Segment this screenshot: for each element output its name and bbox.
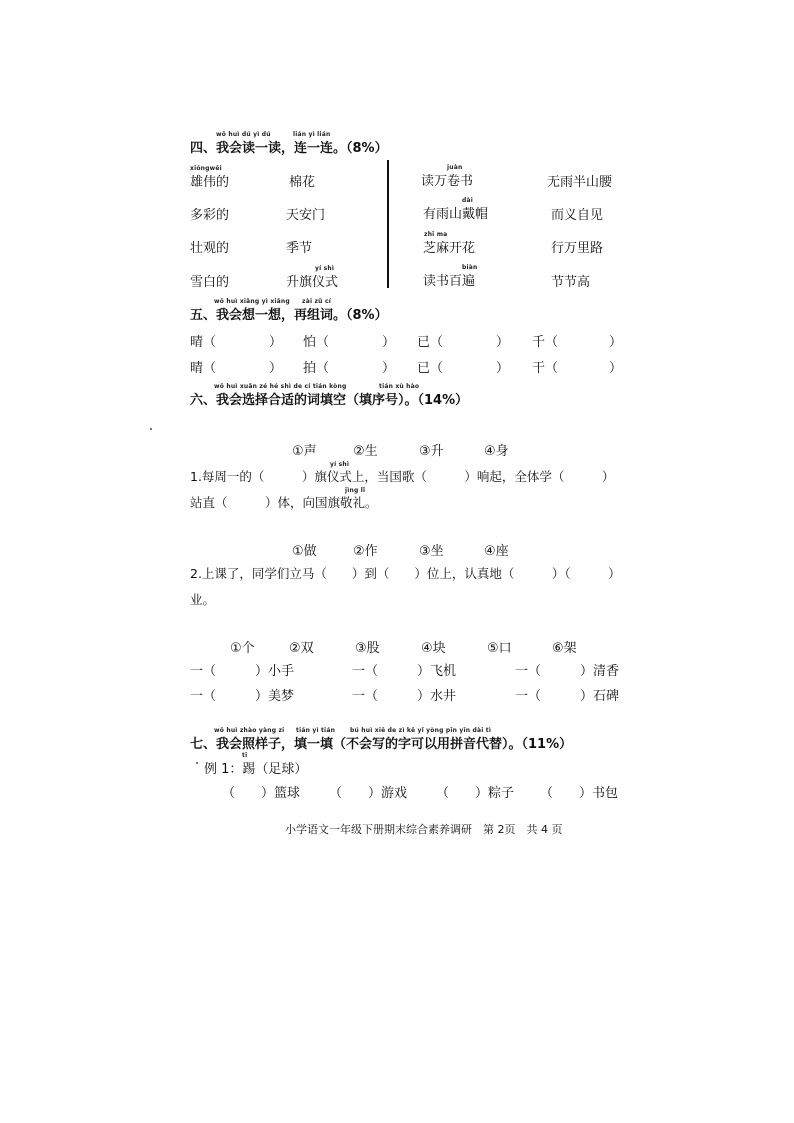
s6-option: ②双 [289,641,314,656]
s5-item: 怕（ [303,335,330,350]
s6-option: ③股 [355,641,380,656]
s6-option: ④身 [484,444,509,459]
s6-q2-line2: 业。 [190,592,216,607]
s6-option: ②作 [353,544,378,559]
s4-right-word: 读万卷书 [421,174,474,189]
s6-q1-line1: 1.每周一的（ ）旗仪式上，当国歌（ ）响起，全体学（ ） [190,469,615,484]
s5-item: 已（ [417,335,444,350]
s6-option: ①个 [230,641,255,656]
s4-left-word: 多彩的 [190,208,230,223]
s4-right-pinyin: biàn [462,264,478,271]
s5-item: 已（ [417,361,444,376]
s6-option: ①做 [292,544,317,559]
s4-title: 四、我会读一读，连一连。（8%） [190,141,388,156]
s4-left-word: 雪白的 [190,275,230,290]
s6-option: ⑥架 [552,641,577,656]
s6-option: ④座 [484,544,509,559]
s6-option: ⑤口 [487,641,512,656]
s5-close-paren: ） [382,335,396,350]
s6-measure-item: 一（ ）石碑 [515,689,620,704]
s7-pinyin-b: tián yì tián [296,727,336,734]
s5-pinyin-a: wǒ huì xiǎng yì xiǎng [214,298,290,305]
s5-pinyin-b: zài zǔ cí [302,298,331,305]
s5-close-paren: ） [269,361,283,376]
s4-mid-pinyin: yí shì [315,265,335,272]
s6-pinyin-b: tián xù hào [379,383,420,390]
s6-q1-pinyin: jìng lǐ [345,487,366,494]
s7-item: （ ）书包 [540,786,619,801]
s5-item: 拍（ [303,361,330,376]
s4-far-right-word: 节节高 [551,275,591,290]
s6-measure-item: 一（ ）美梦 [190,689,295,704]
scan-speck [196,762,198,764]
s4-far-right-word: 无雨半山腰 [547,175,613,190]
s6-pinyin-a: wǒ huì xuǎn zé hé shì de cí tián kòng [214,383,347,390]
s7-item: （ ）粽子 [436,786,515,801]
s6-q2-line1: 2.上课了，同学们立马（ ）到（ ）位上，认真地（ ）（ ） [190,566,621,581]
s4-pinyin-b: lián yì lián [293,131,331,138]
s4-pinyin-a: wǒ huì dú yì dú [216,131,271,138]
s5-close-paren: ） [496,335,510,350]
s4-mid-word: 棉花 [289,175,316,190]
s4-right-word: 读书百遍 [423,274,476,289]
s6-measure-item: 一（ ）水井 [352,689,457,704]
s6-title: 六、我会选择合适的词填空（填序号）。（14%） [190,393,469,408]
s5-item: 千（ [532,335,559,350]
s4-right-word: 芝麻开花 [423,241,476,256]
s5-item: 干（ [532,361,559,376]
s4-far-right-word: 而义自见 [551,208,604,223]
s5-item: 晴（ [190,335,217,350]
s6-option: ③升 [419,444,444,459]
s7-title: 七、我会照样子，填一填（不会写的字可以用拼音代替）。（11%） [190,737,573,752]
s4-right-pinyin: juàn [447,164,463,171]
s7-item: （ ）游戏 [329,786,408,801]
s4-far-right-word: 行万里路 [551,241,604,256]
s6-measure-item: 一（ ）小手 [190,664,295,679]
s5-close-paren: ） [382,361,396,376]
s5-close-paren: ） [496,361,510,376]
s4-left-pinyin: xióngwěi [190,165,222,172]
s6-q1-pinyin: yí shì [330,461,350,468]
divider-line [387,160,389,288]
s7-pinyin-a: wǒ huì zhào yàng zi [214,727,285,734]
s5-close-paren: ） [269,335,283,350]
s6-option: ①声 [292,444,317,459]
s5-close-paren: ） [609,335,623,350]
s4-mid-word: 升旗仪式 [286,275,339,290]
s4-mid-word: 天安门 [286,208,326,223]
scan-speck [150,428,152,430]
s4-mid-word: 季节 [286,241,313,256]
s7-pinyin-c: bú huì xiě de zì kě yǐ yòng pīn yīn dài tì [350,727,492,734]
s6-option: ③坐 [419,544,444,559]
s5-close-paren: ） [609,361,623,376]
s6-measure-item: 一（ ）清香 [515,664,620,679]
s4-right-word: 有雨山戴帽 [423,207,489,222]
s4-left-word: 壮观的 [190,241,230,256]
s4-right-pinyin: zhī ma [424,231,448,238]
s5-item: 晴（ [190,361,217,376]
s4-left-word: 雄伟的 [190,175,230,190]
page-footer: 小学语文一年级下册期末综合素养调研 第 2页 共 4 页 [285,823,563,836]
s7-example: 例 1：踢（足球） [204,762,308,777]
s7-item: （ ）篮球 [222,786,301,801]
s6-measure-item: 一（ ）飞机 [352,664,457,679]
s6-option: ②生 [353,444,378,459]
s6-option: ④块 [421,641,446,656]
s6-q1-line2: 站直（ ）体，向国旗敬礼。 [190,495,378,510]
s4-right-pinyin: dài [462,197,474,204]
s5-title: 五、我会想一想，再组词。（8%） [190,308,388,323]
s7-example-pinyin: tī [242,752,248,759]
